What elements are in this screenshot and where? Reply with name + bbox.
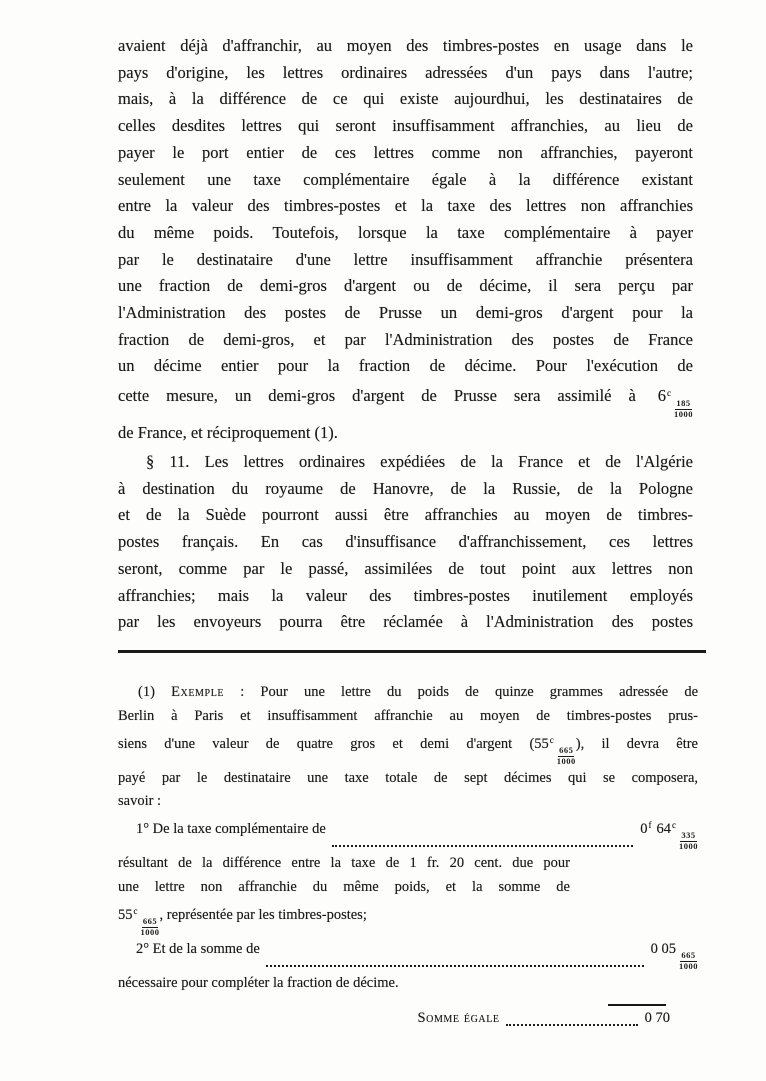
text-line: une fraction de demi-gros d'argent ou de décime, il sera perçu par <box>118 276 693 296</box>
sum-total-rule <box>608 1004 666 1007</box>
text-line: par le destinataire d'une lettre insuffisamment affranchie présentera <box>118 249 693 269</box>
currency-amount: 0 05 $\frac{665}{1000}$ <box>650 940 698 972</box>
text-line: payer le port entier de ces lettres comme non affranchies, payeront <box>118 142 693 162</box>
footnote-line: payé par le destinataire une taxe totale de sept décimes qui se composera, <box>118 769 698 786</box>
paragraph-main <box>118 33 693 447</box>
fraction: $\frac{335}{1000}$ <box>679 830 698 852</box>
text-line: du même poids. Toutefois, lorsque la taxe complémentaire à payer <box>118 222 693 242</box>
fraction: $\frac{665}{1000}$ <box>679 949 698 972</box>
text-line: seulement une taxe complémentaire égale à la différence existant <box>118 169 693 189</box>
footnote-line-with-fraction <box>118 729 698 767</box>
unit-superscript: c <box>667 388 671 399</box>
footnote-separator-rule <box>118 650 706 653</box>
text-line: l'Administration des postes de Prusse un demi-gros d'argent pour la <box>118 303 693 323</box>
text-line: avaient déjà d'affranchir, au moyen des timbres-postes en usage dans le <box>118 36 693 55</box>
text-line: par les envoyeurs pourra être réclamée à l'Administration des postes <box>118 612 693 632</box>
text-line: mais, à la différence de ce qui existe aujourdhui, les destinataires de <box>118 89 693 109</box>
dot-leader <box>506 1024 638 1026</box>
text-line: affranchies; mais la valeur des timbres-postes inutilement employés <box>118 585 693 605</box>
footnote-line <box>118 681 698 705</box>
text-segment: : Pour une lettre du poids de quinze grammes adressée de <box>224 684 699 700</box>
fraction: $\frac{665}{1000}$ <box>140 915 160 938</box>
text-line: un décime entier pour la fraction de décime. Pour l'exécution de <box>118 356 693 376</box>
text-segment: , représentée par les timbres-postes; <box>159 906 367 923</box>
text-line: seront, comme par le passé, assimilées de tout point aux lettres non <box>118 558 693 578</box>
sum-label-smallcaps: Somme égale <box>417 1010 500 1027</box>
footnote-line: nécessaire pour compléter la fraction de décime. <box>118 974 399 991</box>
text-line: entre la valeur des timbres-postes et la taxe des lettres non affranchies <box>118 196 693 216</box>
text-line-with-fraction <box>118 380 693 420</box>
currency-amount: 0$^f$ 64$^c$ $\frac{335}{1000}$ <box>640 820 698 852</box>
currency-amount: 6$^c$ $\frac{185}{1000}$ <box>657 386 693 420</box>
unit-superscript: c <box>549 734 554 745</box>
footnote-line: savoir : <box>118 793 162 810</box>
text-line: pays d'origine, les lettres ordinaires adressées d'un pays dans l'autre; <box>118 62 693 82</box>
text-line: et de la Suède pourront aussi être affranchies au moyen de timbres- <box>118 505 693 525</box>
fraction: $\frac{185}{1000}$ <box>674 398 693 420</box>
fraction: $\frac{665}{1000}$ <box>556 744 576 766</box>
text-line: à destination du royaume de Hanovre, de la Russie, de la Pologne <box>118 478 693 498</box>
sum-amount: 0 70 <box>644 1010 670 1027</box>
footnote-line: Berlin à Paris et insuffisamment affranchie au moyen de timbres-postes prus- <box>118 707 698 724</box>
footnote <box>118 681 698 1031</box>
dot-leader <box>332 845 633 847</box>
item-label: 2° Et de la somme de <box>136 940 260 957</box>
footnote-line: une lettre non affranchie du même poids, et la somme de <box>118 879 570 896</box>
currency-amount: 55$^c$ $\frac{665}{1000}$ <box>118 905 160 938</box>
footnote-line: résultant de la différence entre la taxe de 1 fr. 20 cent. due pour <box>118 855 570 872</box>
text-segment: ), il devra être <box>575 735 698 752</box>
text-line: celles desdites lettres qui seront insuffisamment affranchies, au lieu de <box>118 116 693 136</box>
text-line: § 11. Les lettres ordinaires expédiées de la France et de l'Algérie <box>146 452 693 471</box>
item-label: 1° De la taxe complémentaire de <box>136 821 326 838</box>
footnote-marker: (1) <box>138 684 155 700</box>
item-1-explanation <box>118 852 570 938</box>
text-segment: siens d'une valeur de quatre gros et demi d'argent (55 <box>118 735 549 752</box>
text-line: postes français. En cas d'insuffisance d'affranchissement, ces lettres <box>118 532 693 552</box>
exemple-smallcaps: Exemple <box>171 684 225 700</box>
text-line: de France, et réciproquement (1). <box>118 423 338 443</box>
unit-superscript: f <box>648 820 652 831</box>
text-line: fraction de demi-gros, et par l'Administration des postes de France <box>118 329 693 349</box>
footnote-line-with-fraction <box>118 900 570 938</box>
tax-item-2 <box>118 938 698 972</box>
text-segment: cette mesure, un demi-gros d'argent de Prusse sera assimilé à <box>118 386 636 406</box>
sum-total-row <box>118 1007 698 1031</box>
tax-item-1 <box>118 814 698 852</box>
dot-leader <box>266 965 644 967</box>
unit-superscript: c <box>133 905 138 916</box>
paragraph-section-11 <box>118 449 693 636</box>
unit-superscript: c <box>672 820 676 831</box>
